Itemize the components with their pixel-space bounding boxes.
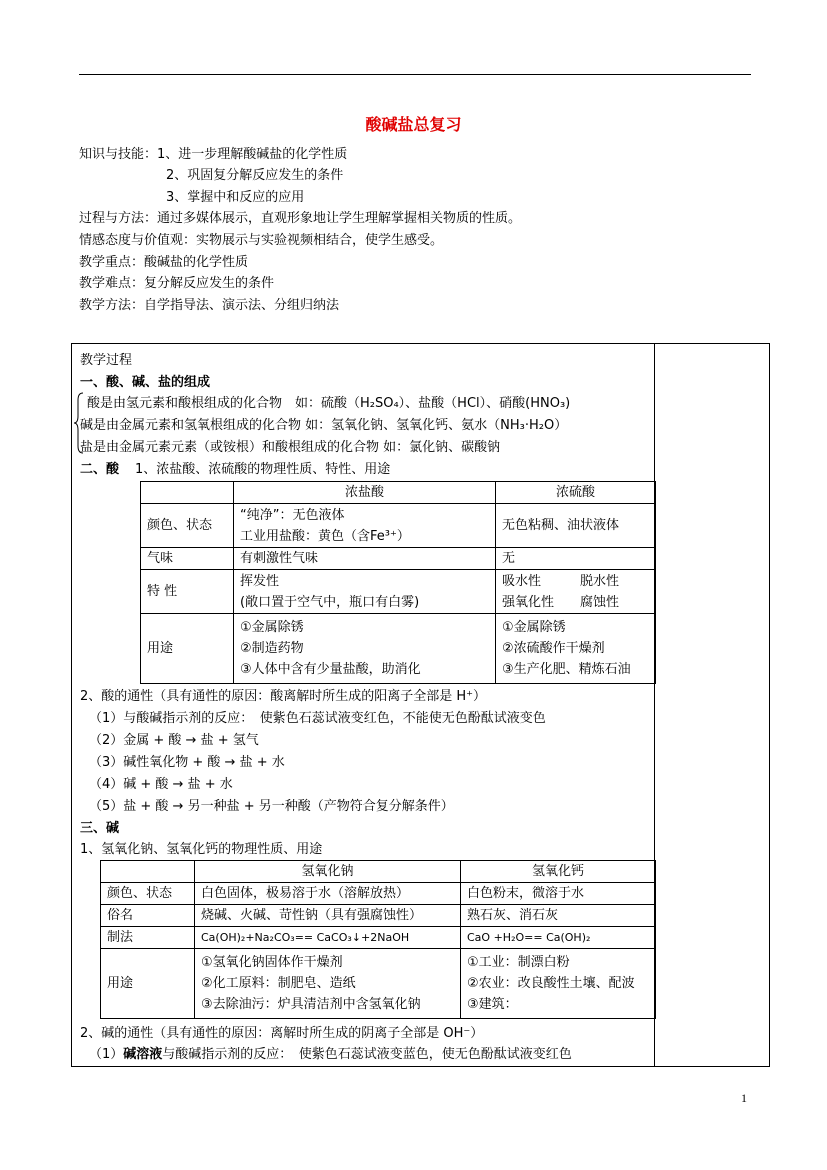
cell-line: ③去除油污：炉具清洁剂中含氢氧化钠 <box>201 997 421 1012</box>
column-header-naoh: 氢氧化钠 <box>195 861 461 883</box>
section-2-title: 二、酸 <box>80 462 120 477</box>
item-text: 与酸碱指示剂的反应： 使紫色石蕊试液变蓝色，使无色酚酞试液变红色 <box>162 1047 572 1062</box>
table-corner <box>141 482 234 504</box>
page-title: 酸碱盐总复习 <box>365 115 462 134</box>
cell-line: ②制造药物 <box>240 641 304 656</box>
cell-line: ②浓硫酸作干燥剂 <box>502 641 605 656</box>
base-definition: 碱是由金属元素和氢氧根组成的化合物 如：氢氧化钠、氢氧化钙、氨水（NH₃·H₂O） <box>80 418 568 433</box>
section-3-title: 三、碱 <box>80 821 120 836</box>
process-heading: 教学过程 <box>80 353 133 368</box>
knowledge-item: 2、巩固复分解反应发生的条件 <box>166 168 344 183</box>
acid-definition: 酸是由氢元素和酸根组成的化合物 如：硫酸（H₂SO₄）、盐酸（HCl）、硝酸(HNO₃) <box>87 396 571 411</box>
cell-line: 强氧化性 腐蚀性 <box>502 594 620 610</box>
method-line: 教学方法：自学指导法、演示法、分组归纳法 <box>79 298 340 313</box>
column-header-h2so4: 浓硫酸 <box>496 482 656 504</box>
bold-term: 碱溶液 <box>123 1047 163 1062</box>
table-row <box>101 949 656 1019</box>
salt-definition: 盐是由金属元素元素（或铵根）和酸根组成的化合物 如：氯化钠、碳酸钠 <box>80 440 501 455</box>
table-cell: 白色粉末，微溶于水 <box>461 883 656 905</box>
page-number: 1 <box>741 1091 747 1105</box>
cell-line: ③生产化肥、精炼石油 <box>502 662 631 677</box>
row-label: 颜色、状态 <box>101 883 195 905</box>
table-cell: 白色固体，极易溶于水（溶解放热） <box>195 883 461 905</box>
cell-line: ①金属除锈 <box>502 620 566 635</box>
cell-line: 挥发性 <box>240 573 280 589</box>
acid-properties-table <box>140 481 656 684</box>
table-header-row <box>101 861 656 883</box>
table-cell <box>461 949 656 1019</box>
base-properties-table <box>100 860 656 1019</box>
row-label: 颜色、状态 <box>141 504 234 548</box>
emotion-line: 情感态度与价值观：实物展示与实验视频相结合，使学生感受。 <box>79 233 444 248</box>
cell-line: 吸水性 脱水性 <box>502 573 620 589</box>
base-general-item <box>89 1046 572 1064</box>
table-row <box>101 883 656 905</box>
knowledge-line-1 <box>79 146 347 164</box>
table-cell: Ca(OH)₂+Na₂CO₃== CaCO₃↓+2NaOH <box>195 927 461 949</box>
knowledge-item: 1、进一步理解酸碱盐的化学性质 <box>157 147 348 162</box>
difficulty-line: 教学难点：复分解反应发生的条件 <box>79 276 275 291</box>
acid-subsection-1: 1、浓盐酸、浓硫酸的物理性质、特性、用途 <box>135 462 391 477</box>
table-row <box>141 570 656 614</box>
table-cell: 熟石灰、消石灰 <box>461 905 656 927</box>
process-frame <box>71 343 770 1067</box>
row-label: 俗名 <box>101 905 195 927</box>
knowledge-label: 知识与技能： <box>79 147 158 162</box>
cell-line: ①金属除锈 <box>240 620 304 635</box>
table-row <box>141 548 656 570</box>
section-1-title: 一、酸、碱、盐的组成 <box>80 375 211 390</box>
table-cell <box>234 614 496 684</box>
cell-line: ②化工原料：制肥皂、造纸 <box>201 976 356 991</box>
acid-general-item: （5）盐 + 酸 → 另一种盐 + 另一种酸（产物符合复分解条件） <box>89 799 454 814</box>
knowledge-item: 3、掌握中和反应的应用 <box>166 190 305 205</box>
row-label: 气味 <box>141 548 234 570</box>
row-label: 用途 <box>101 949 195 1019</box>
base-subsection-1: 1、氢氧化钠、氢氧化钙的物理性质、用途 <box>80 842 323 857</box>
cell-line: “纯净”：无色液体 <box>240 507 345 523</box>
row-label: 用途 <box>141 614 234 684</box>
acid-general-title: 2、酸的通性（具有通性的原因：酸离解时所生成的阳离子全部是 H⁺） <box>80 689 487 704</box>
cell-line: ③人体中含有少量盐酸，助消化 <box>240 662 421 677</box>
table-cell: 无色粘稠、油状液体 <box>496 504 656 548</box>
table-cell <box>234 570 496 614</box>
table-row <box>101 905 656 927</box>
cell-line: ②农业：改良酸性土壤、配波 <box>467 976 635 991</box>
table-cell: 无 <box>496 548 656 570</box>
cell-line: ①氢氧化钠固体作干燥剂 <box>201 955 343 970</box>
header-rule <box>79 74 751 75</box>
key-point-line: 教学重点：酸碱盐的化学性质 <box>79 255 249 270</box>
acid-general-item: （1）与酸碱指示剂的反应： 使紫色石蕊试液变红色，不能使无色酚酞试液变色 <box>89 711 546 726</box>
table-cell: CaO +H₂O== Ca(OH)₂ <box>461 927 656 949</box>
table-cell <box>496 614 656 684</box>
column-header-caoh2: 氢氧化钙 <box>461 861 656 883</box>
table-cell: 有刺激性气味 <box>234 548 496 570</box>
acid-general-item: （4）碱 + 酸 → 盐 + 水 <box>89 777 233 792</box>
base-general-title: 2、碱的通性（具有通性的原因：离解时所生成的阴离子全部是 OH⁻） <box>80 1026 484 1041</box>
item-number: （1） <box>89 1047 124 1062</box>
cell-line: ③建筑： <box>467 997 518 1012</box>
table-corner <box>101 861 195 883</box>
cell-line: ①工业：制漂白粉 <box>467 955 570 970</box>
acid-general-item: （2）金属 + 酸 → 盐 + 氢气 <box>89 733 259 748</box>
table-cell <box>496 570 656 614</box>
table-cell <box>195 949 461 1019</box>
cell-line: (敞口置于空气中，瓶口有白雾) <box>240 594 420 610</box>
table-row <box>141 504 656 548</box>
acid-general-item: （3）碱性氧化物 + 酸 → 盐 + 水 <box>89 755 285 770</box>
column-header-hcl: 浓盐酸 <box>234 482 496 504</box>
row-label: 制法 <box>101 927 195 949</box>
table-header-row <box>141 482 656 504</box>
row-label: 特 性 <box>141 570 234 614</box>
table-row <box>101 927 656 949</box>
table-row <box>141 614 656 684</box>
process-method-line: 过程与方法：通过多媒体展示，直观形象地让学生理解掌握相关物质的性质。 <box>79 211 522 226</box>
cell-line: 工业用盐酸：黄色（含Fe³⁺） <box>240 528 410 544</box>
table-cell: 烧碱、火碱、苛性钠（具有强腐蚀性） <box>195 905 461 927</box>
table-cell <box>234 504 496 548</box>
